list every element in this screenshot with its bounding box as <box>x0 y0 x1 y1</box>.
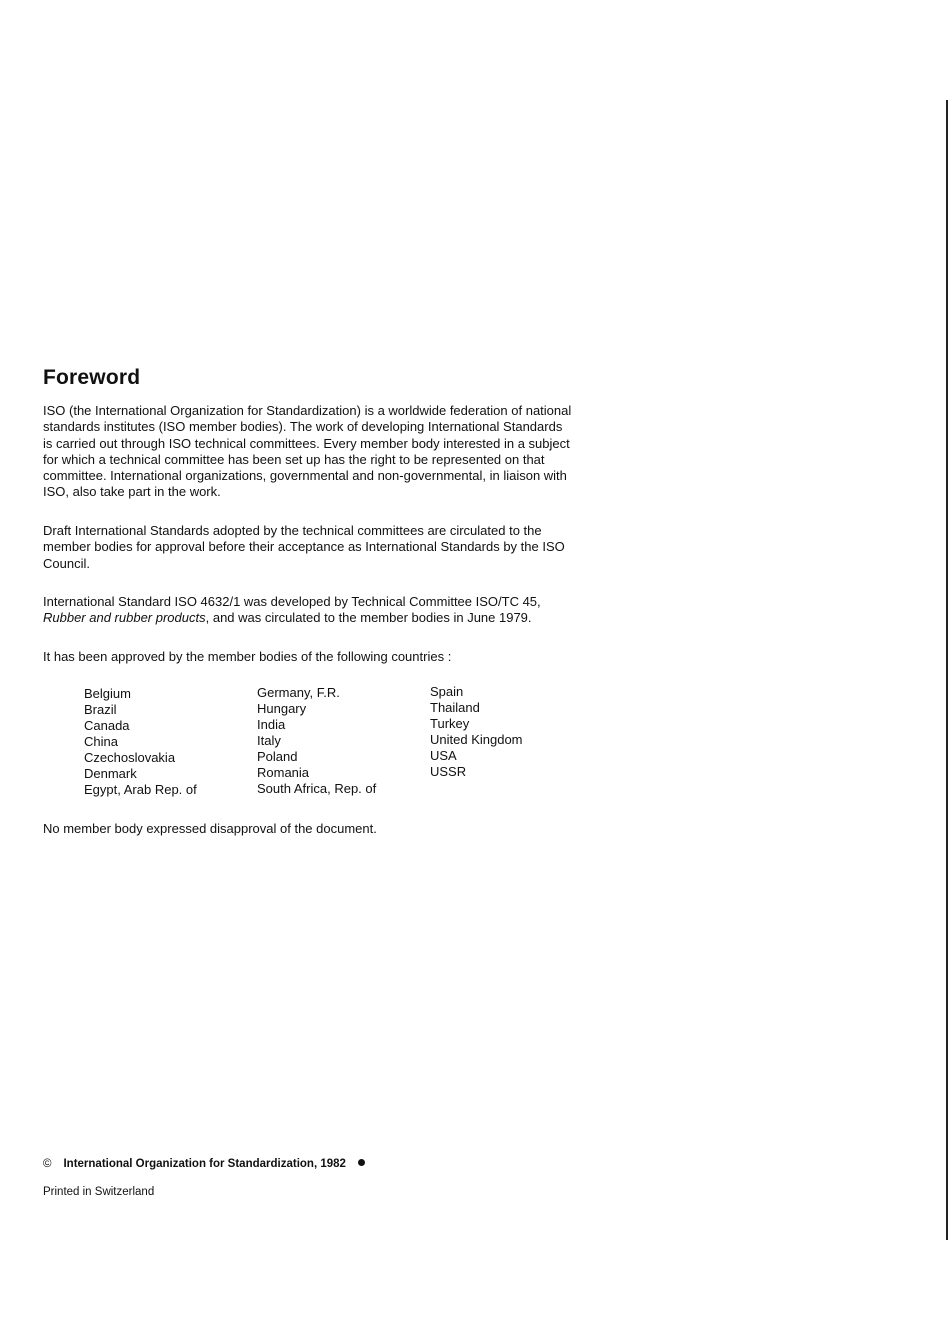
bullet-dot-icon <box>358 1159 365 1166</box>
paragraph-iso-intro: ISO (the International Organization for Standardization) is a worldwide federation of national standards institutes (ISO member bodies). The work of developing International Standards is carried out through ISO technical committees. Every member body interested in a subject for which a technical committee has been set up has the right to be represented on that committee. International organizations, governmental and non-governmental, in liaison with ISO, also take part in the work. <box>43 403 572 500</box>
country-item: Spain <box>430 684 464 699</box>
country-item: Poland <box>257 749 298 764</box>
country-item: Egypt, Arab Rep. of <box>84 782 197 797</box>
country-item: China <box>84 734 118 749</box>
country-column-1 <box>84 686 197 798</box>
country-column-2 <box>257 685 376 797</box>
page-title: Foreword <box>43 366 141 389</box>
development-text: International Standard ISO 4632/1 was developed by Technical Committee ISO/TC 45, <box>43 594 541 609</box>
paragraph-draft-standards: Draft International Standards adopted by the technical committees are circulated to the member bodies for approval before their acceptance as International Standards by the ISO Council. <box>43 523 565 571</box>
country-item: Belgium <box>84 686 131 701</box>
country-item: Italy <box>257 733 281 748</box>
development-text-end: , and was circulated to the member bodies in June 1979. <box>205 610 532 626</box>
country-item: India <box>257 717 286 732</box>
country-item: Brazil <box>84 702 117 717</box>
scan-edge-line <box>946 100 948 1240</box>
country-item: Denmark <box>84 766 137 781</box>
country-item: Germany, F.R. <box>257 685 340 700</box>
country-item: United Kingdom <box>430 732 523 747</box>
country-item: South Africa, Rep. of <box>257 781 377 796</box>
country-item: Turkey <box>430 716 470 731</box>
copyright-line <box>43 1158 365 1170</box>
country-item: Hungary <box>257 701 307 716</box>
country-item: Thailand <box>430 700 480 715</box>
country-item: USA <box>430 748 457 763</box>
copyright-icon: © <box>43 1158 52 1170</box>
paragraph-development <box>43 594 575 627</box>
country-column-3 <box>430 684 523 780</box>
country-item: USSR <box>430 764 467 779</box>
printed-in-note: Printed in Switzerland <box>43 1186 155 1198</box>
paragraph-approval: It has been approved by the member bodies of the following countries : <box>43 649 452 664</box>
country-item: Czechoslovakia <box>84 750 176 765</box>
committee-title: Rubber and rubber products <box>43 610 206 626</box>
country-item: Canada <box>84 718 130 733</box>
country-item: Romania <box>257 765 310 780</box>
copyright-text: International Organization for Standardization, 1982 <box>63 1158 346 1170</box>
paragraph-no-disapproval: No member body expressed disapproval of the document. <box>43 821 377 836</box>
